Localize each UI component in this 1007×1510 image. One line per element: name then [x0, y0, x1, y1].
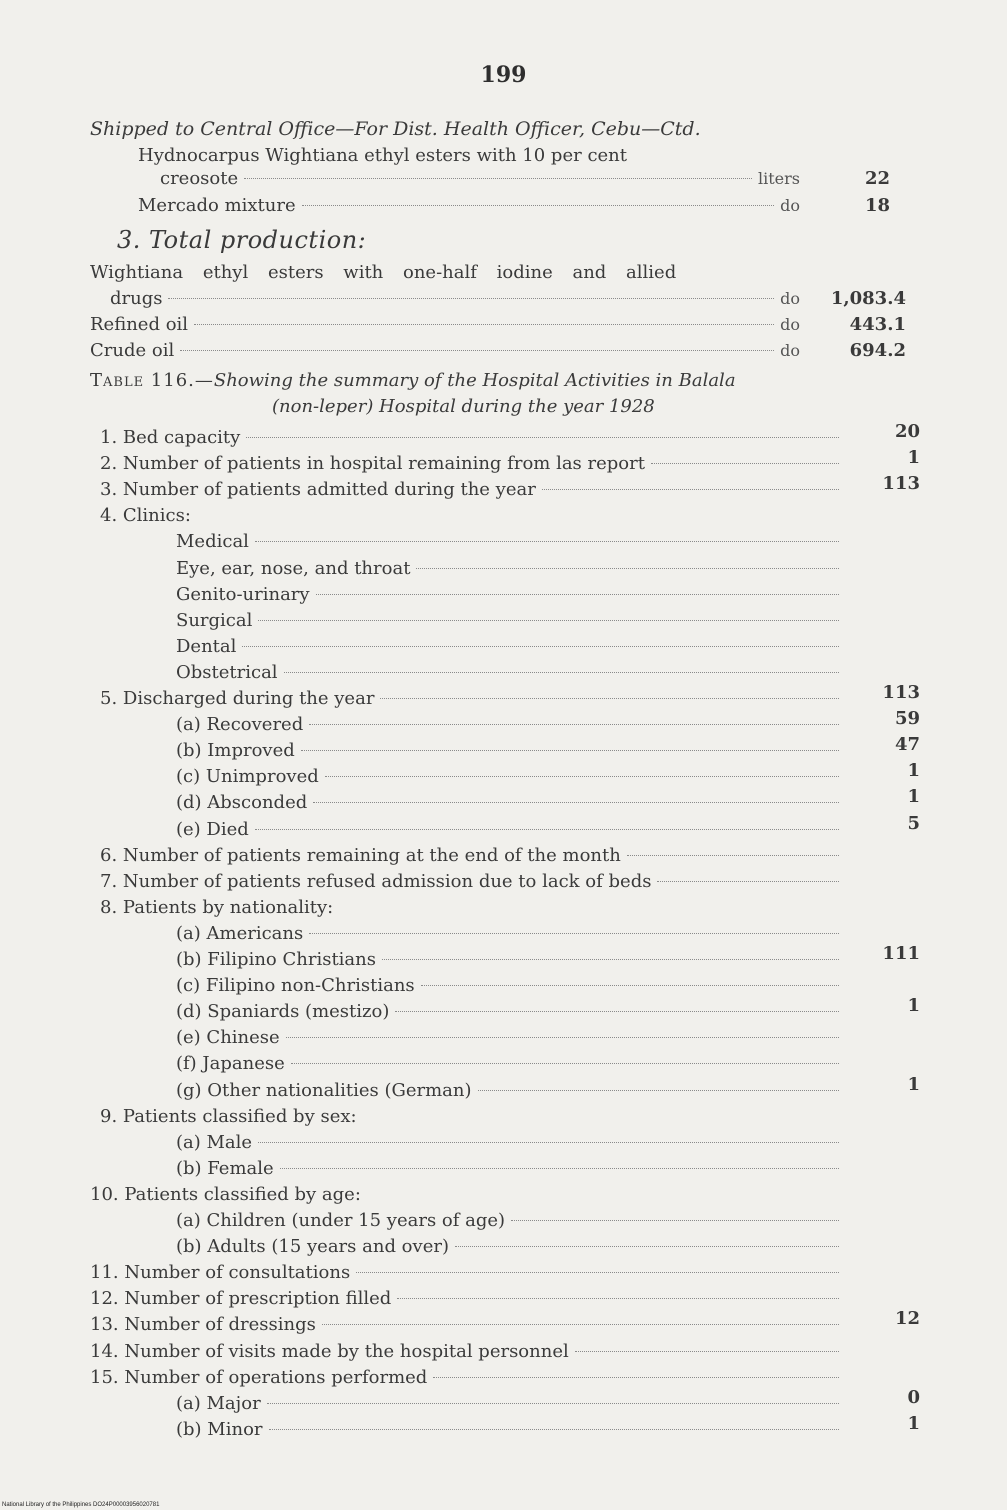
table-row [176, 1158, 845, 1184]
table-row [176, 531, 845, 557]
row-label: 7. Number of patients refused admission due to lack of beds [100, 871, 652, 892]
table-row [100, 897, 800, 923]
dot-leader [284, 672, 839, 673]
shipped-item-1-unit: liters [758, 169, 800, 188]
row-label: 14. Number of visits made by the hospital personnel [90, 1341, 569, 1362]
table-row [176, 949, 845, 975]
table-row [176, 1132, 845, 1158]
dot-leader [168, 298, 774, 299]
table-row [100, 688, 845, 714]
dot-leader [651, 463, 839, 464]
row-label: (b) Filipino Christians [176, 949, 376, 970]
table-row [176, 923, 845, 949]
production-item-3-label: Crude oil [90, 340, 175, 361]
table-row [176, 1419, 845, 1445]
row-label: 5. Discharged during the year [100, 688, 375, 709]
row-label: (e) Died [176, 819, 249, 840]
row-label: (a) Americans [176, 923, 304, 944]
production-item-3-unit: do [780, 341, 800, 360]
row-label: 15. Number of operations performed [90, 1367, 428, 1388]
row-value: 47 [894, 734, 920, 755]
shipped-item-2-label: Mercado mixture [138, 195, 296, 216]
row-value: 1 [907, 995, 920, 1016]
dot-leader [455, 1246, 839, 1247]
dot-leader [180, 350, 774, 351]
row-value: 0 [907, 1387, 920, 1408]
table-row [90, 1262, 845, 1288]
row-label: (a) Male [176, 1132, 253, 1153]
row-label: 9. Patients classified by sex: [100, 1106, 357, 1127]
table-row [100, 427, 845, 453]
dot-leader [255, 541, 839, 542]
table-row [176, 1053, 845, 1079]
table-row [90, 1288, 845, 1314]
row-label: (d) Spaniards (mestizo) [176, 1001, 390, 1022]
dot-leader [309, 933, 839, 934]
row-label: (d) Absconded [176, 792, 308, 813]
table-caption-line2 [272, 396, 655, 417]
table-row [176, 1393, 845, 1419]
table-row [176, 1210, 845, 1236]
shipped-item-1-line1: Hydnocarpus Wightiana ethyl esters with 10 per cent [138, 145, 627, 166]
dot-leader [255, 829, 839, 830]
table-row [90, 1341, 845, 1367]
table-row [176, 740, 845, 766]
row-label: 1. Bed capacity [100, 427, 241, 448]
dot-leader [325, 776, 839, 777]
row-label: 3. Number of patients admitted during the year [100, 479, 536, 500]
shipped-item-1-value: 22 [864, 168, 890, 189]
dot-leader [286, 1037, 839, 1038]
footer-credit: National Library of the Philippines DO24P00003956020781 [2, 1502, 160, 1508]
row-label: (a) Recovered [176, 714, 304, 735]
dot-leader [258, 1142, 839, 1143]
dot-leader [542, 489, 839, 490]
row-label: (b) Adults (15 years and over) [176, 1236, 449, 1257]
table-row [176, 636, 845, 662]
row-label: (f) Japanese [176, 1053, 285, 1074]
production-item-3-value: 694.2 [849, 340, 906, 361]
dot-leader [421, 985, 839, 986]
row-label: (c) Unimproved [176, 766, 319, 787]
row-value: 111 [882, 943, 920, 964]
production-item-2 [90, 314, 800, 340]
shipped-item-2 [138, 195, 800, 221]
table-row [100, 505, 800, 531]
row-label: 6. Number of patients remaining at the end of the month [100, 845, 621, 866]
row-label: 2. Number of patients in hospital remaining from las report [100, 453, 645, 474]
table-row [176, 975, 845, 1001]
table-caption-subtitle: (non-leper) Hospital during the year 1928 [272, 396, 655, 417]
row-value: 113 [882, 682, 920, 703]
dot-leader [395, 1011, 839, 1012]
table-row [100, 871, 845, 897]
dot-leader [380, 698, 839, 699]
table-row [176, 766, 845, 792]
table-caption-title: Showing the summary of the Hospital Activities in Balala [213, 370, 736, 391]
dot-leader [302, 205, 774, 206]
table-caption-line1 [90, 370, 736, 391]
table-row [90, 1367, 845, 1393]
row-label: Obstetrical [176, 662, 278, 683]
table-row [176, 1027, 845, 1053]
dot-leader [511, 1220, 839, 1221]
row-label: (b) Improved [176, 740, 295, 761]
row-label: Eye, ear, nose, and throat [176, 558, 411, 579]
shipped-item-1-label: creosote [160, 168, 239, 189]
page-number: 199 [480, 62, 527, 88]
shipped-item-2-unit: do [780, 196, 800, 215]
production-item-1 [110, 288, 800, 314]
dot-leader [313, 802, 839, 803]
table-row [176, 1001, 845, 1027]
dot-leader [433, 1377, 839, 1378]
dot-leader [291, 1063, 839, 1064]
dot-leader [397, 1298, 839, 1299]
row-label: 4. Clinics: [100, 505, 191, 526]
table-row [176, 610, 845, 636]
row-value: 113 [882, 473, 920, 494]
table-row [100, 479, 845, 505]
dot-leader [194, 324, 774, 325]
row-label: Genito-urinary [176, 584, 310, 605]
row-label: (b) Minor [176, 1419, 263, 1440]
row-label: (e) Chinese [176, 1027, 280, 1048]
row-value: 1 [907, 786, 920, 807]
row-value: 1 [907, 1413, 920, 1434]
row-label: 10. Patients classified by age: [90, 1184, 361, 1205]
row-value: 59 [894, 708, 920, 729]
dot-leader [627, 855, 839, 856]
dot-leader [244, 178, 752, 179]
total-production-heading: 3. Total production: [117, 226, 367, 254]
production-item-1-unit: do [780, 289, 800, 308]
row-label: Dental [176, 636, 237, 657]
table-row [176, 584, 845, 610]
row-label: Surgical [176, 610, 253, 631]
production-item-2-unit: do [780, 315, 800, 334]
dot-leader [382, 959, 839, 960]
row-label: (a) Major [176, 1393, 261, 1414]
dot-leader [322, 1324, 839, 1325]
table-row [176, 558, 845, 584]
table-row [176, 714, 845, 740]
dot-leader [657, 881, 839, 882]
table-row [176, 662, 845, 688]
table-row [90, 1314, 845, 1340]
production-item-3 [90, 340, 800, 366]
row-value: 12 [894, 1308, 920, 1329]
table-row [100, 1106, 800, 1132]
dot-leader [242, 646, 839, 647]
row-value: 5 [907, 813, 920, 834]
production-item-2-label: Refined oil [90, 314, 189, 335]
row-value: 1 [907, 1074, 920, 1095]
dot-leader [246, 437, 839, 438]
dot-leader [269, 1429, 839, 1430]
row-label: Medical [176, 531, 249, 552]
shipped-item-2-value: 18 [864, 195, 890, 216]
dot-leader [309, 724, 839, 725]
dot-leader [356, 1272, 839, 1273]
table-row [176, 819, 845, 845]
production-item-1-line1: Wightiana ethyl esters with one-half iodine and allied [90, 262, 677, 283]
row-value: 20 [894, 421, 920, 442]
row-value: 1 [907, 760, 920, 781]
table-row [100, 845, 845, 871]
row-label: (b) Female [176, 1158, 274, 1179]
dot-leader [575, 1351, 839, 1352]
row-value: 1 [907, 447, 920, 468]
row-label: 12. Number of prescription filled [90, 1288, 392, 1309]
production-item-1-label: drugs [110, 288, 163, 309]
dot-leader [416, 568, 839, 569]
dot-leader [280, 1168, 839, 1169]
dot-leader [267, 1403, 839, 1404]
table-row [176, 792, 845, 818]
table-row [176, 1080, 845, 1106]
row-label: (c) Filipino non-Christians [176, 975, 415, 996]
dot-leader [316, 594, 839, 595]
row-label: (g) Other nationalities (German) [176, 1080, 472, 1101]
section-title: Shipped to Central Office—For Dist. Health Officer, Cebu—Ctd. [90, 118, 701, 140]
table-row [100, 453, 845, 479]
table-row [90, 1184, 790, 1210]
table-row [176, 1236, 845, 1262]
row-label: (a) Children (under 15 years of age) [176, 1210, 506, 1231]
production-item-2-value: 443.1 [849, 314, 906, 335]
production-item-1-value: 1,083.4 [830, 288, 906, 309]
row-label: 8. Patients by nationality: [100, 897, 334, 918]
row-label: 11. Number of consultations [90, 1262, 351, 1283]
dot-leader [258, 620, 839, 621]
dot-leader [301, 750, 839, 751]
table-caption-prefix: Table 116.— [90, 370, 214, 391]
dot-leader [478, 1090, 839, 1091]
shipped-item-1 [160, 168, 800, 194]
row-label: 13. Number of dressings [90, 1314, 316, 1335]
